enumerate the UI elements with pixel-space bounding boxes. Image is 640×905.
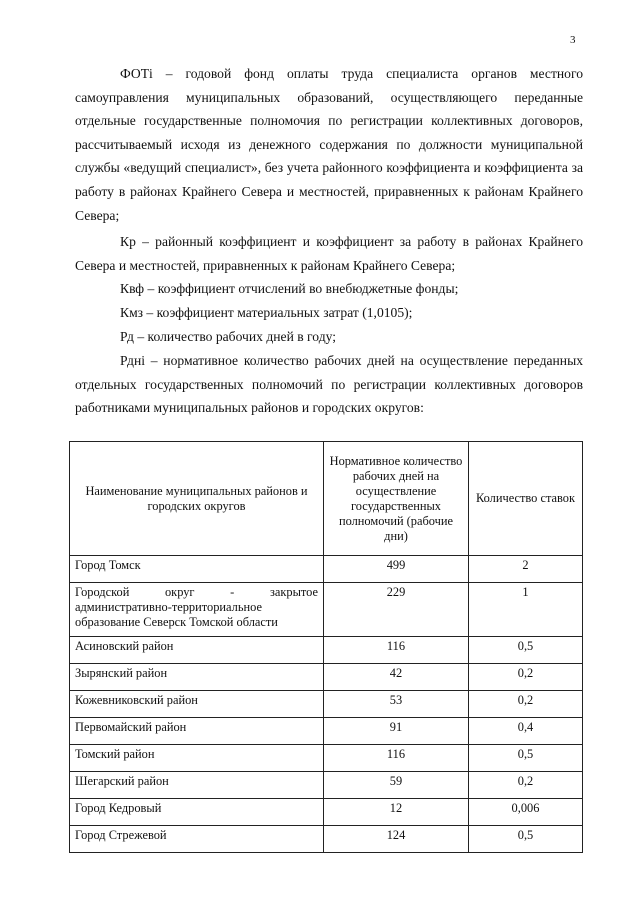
table-row [70,826,583,853]
row-rates: 0,006 [469,799,583,826]
row-days: 53 [324,691,469,718]
row-days: 59 [324,772,469,799]
table-row [70,718,583,745]
paragraph-rd-definition: Рд – количество рабочих дней в году; [120,329,337,344]
row-rates: 0,5 [469,637,583,664]
paragraph-rdni-definition: Рдні – нормативное количество рабочих дней на осуществление переданных отдельных государственных полномочий по регистрации коллективных договоров работниками муниципальных районов и городских округов: [75,353,583,416]
row-name: Город Стрежевой [70,826,324,853]
page-number: 3 [570,34,576,46]
table-row [70,637,583,664]
row-rates: 0,2 [469,691,583,718]
paragraph-kr-definition: Кр – районный коэффициент и коэффициент за работу в районах Крайнего Севера и местностей, приравненных к районам Крайнего Севера; [75,234,583,273]
row-name: Городской округ - закрытое административно-территориальное образование Северск Томской области [70,583,324,637]
table-row [70,583,583,637]
row-days: 12 [324,799,469,826]
paragraph-kvf-definition: Квф – коэффициент отчислений во внебюджетные фонды; [120,281,459,296]
row-name: Шегарский район [70,772,324,799]
table-row [70,664,583,691]
table-row [70,556,583,583]
paragraph-kmz-definition: Кмз – коэффициент материальных затрат (1,0105); [120,305,413,320]
row-rates: 0,4 [469,718,583,745]
table-row [70,799,583,826]
row-days: 42 [324,664,469,691]
row-name: Томский район [70,745,324,772]
row-days: 91 [324,718,469,745]
row-name: Город Кедровый [70,799,324,826]
row-rates: 1 [469,583,583,637]
paragraph-foti-definition: ФОТi – годовой фонд оплаты труда специалиста органов местного самоуправления муниципальных образований, осуществляющего переданные отдельные государственные полномочия по регистрации коллективных договоров, рассчитываемый исходя из денежного содержания по должности муниципальной службы «ведущий специалист», без учета районного коэффициента и коэффициента за работу в районах Крайнего Севера и местностей, приравненных к районам Крайнего Севера; [75,66,583,223]
row-rates: 2 [469,556,583,583]
row-name: Асиновский район [70,637,324,664]
table-row [70,691,583,718]
norms-table [69,441,583,853]
column-header-name: Наименование муниципальных районов и городских округов [70,442,324,556]
row-rates: 0,5 [469,826,583,853]
row-name: Кожевниковский район [70,691,324,718]
row-days: 116 [324,637,469,664]
row-days: 124 [324,826,469,853]
row-rates: 0,2 [469,772,583,799]
row-days: 229 [324,583,469,637]
row-days: 116 [324,745,469,772]
table-header-row [70,442,583,556]
table-row [70,772,583,799]
column-header-rates: Количество ставок [469,442,583,556]
row-name: Город Томск [70,556,324,583]
row-name: Первомайский район [70,718,324,745]
column-header-days: Нормативное количество рабочих дней на осуществление государственных полномочий (рабочие дни) [324,442,469,556]
row-days: 499 [324,556,469,583]
row-name: Зырянский район [70,664,324,691]
row-rates: 0,2 [469,664,583,691]
table-row [70,745,583,772]
row-rates: 0,5 [469,745,583,772]
